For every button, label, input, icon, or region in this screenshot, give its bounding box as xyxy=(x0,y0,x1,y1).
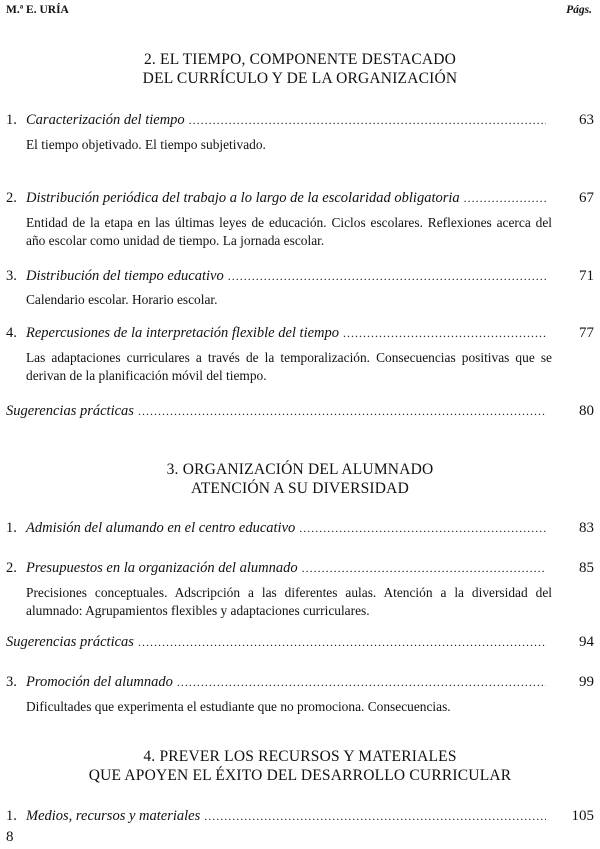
leader-dots xyxy=(299,521,546,536)
toc-entry[interactable] xyxy=(6,560,594,578)
entry-title: Sugerencias prácticas xyxy=(6,403,134,419)
entry-number: 3. xyxy=(6,268,17,284)
leader-dots xyxy=(189,113,546,128)
entry-description: Las adaptaciones curriculares a través de la temporalización. Consecuencias positivas que se derivan de la planificación móvil del tiempo. xyxy=(26,350,552,383)
entry-page: 71 xyxy=(579,268,594,284)
entry-title: Sugerencias prácticas xyxy=(6,634,134,650)
entry-description: Entidad de la etapa en las últimas leyes de educación. Ciclos escolares. Reflexiones acerca del año escolar como unidad de tiempo. La jornada escolar. xyxy=(26,215,552,248)
entry-number: 1. xyxy=(6,808,17,824)
toc-entry[interactable] xyxy=(6,674,594,692)
entry-page: 80 xyxy=(579,403,594,419)
leader-dots xyxy=(464,191,546,206)
section-title xyxy=(0,747,600,785)
entry-number: 2. xyxy=(6,560,17,576)
toc-entry[interactable] xyxy=(6,112,594,130)
entry-description: Precisiones conceptuales. Adscripción a las diferentes aulas. Atención a la diversidad del alumnado: Agrupamientos flexibles y adaptaciones curriculares. xyxy=(26,585,552,618)
toc-entry[interactable] xyxy=(6,325,594,343)
entry-title: Repercusiones de la interpretación flexible del tiempo xyxy=(26,325,340,341)
entry-title: Medios, recursos y materiales xyxy=(26,808,201,824)
section-title-line: QUE APOYEN EL ÉXITO DEL DESARROLLO CURRICULAR xyxy=(88,767,512,784)
toc-entry[interactable] xyxy=(6,190,594,208)
entry-page: 99 xyxy=(579,674,594,690)
entry-title: Admisión del alumando en el centro educativo xyxy=(26,520,296,536)
entry-title: Distribución del tiempo educativo xyxy=(26,268,224,284)
entry-page: 94 xyxy=(579,634,594,650)
leader-dots xyxy=(138,404,546,419)
author-name: M.ª E. URÍA xyxy=(6,4,69,16)
entry-description: Calendario escolar. Horario escolar. xyxy=(26,292,218,307)
section-title-line: ATENCIÓN A SU DIVERSIDAD xyxy=(191,480,409,497)
section-title-line: DEL CURRÍCULO Y DE LA ORGANIZACIÓN xyxy=(142,70,458,87)
leader-dots xyxy=(343,326,546,341)
entry-number: 1. xyxy=(6,520,17,536)
entry-title: Distribución periódica del trabajo a lo largo de la escolaridad obligatoria xyxy=(26,190,460,206)
leader-dots xyxy=(302,561,546,576)
entry-title: Presupuestos en la organización del alumnado xyxy=(26,560,298,576)
entry-page: 85 xyxy=(579,560,594,576)
section-title xyxy=(0,460,600,498)
entry-number: 1. xyxy=(6,112,17,128)
toc-entry[interactable] xyxy=(6,808,594,826)
toc-entry[interactable] xyxy=(6,268,594,286)
entry-description: Dificultades que experimenta el estudiante que no promociona. Consecuencias. xyxy=(26,699,451,714)
section-title-line: 4. PREVER LOS RECURSOS Y MATERIALES xyxy=(143,748,457,765)
entry-title: Caracterización del tiempo xyxy=(26,112,185,128)
entry-number: 2. xyxy=(6,190,17,206)
pages-column-label: Págs. xyxy=(566,4,592,16)
leader-dots xyxy=(228,269,546,284)
page-number: 8 xyxy=(6,829,14,845)
entry-page: 63 xyxy=(579,112,594,128)
entry-page: 83 xyxy=(579,520,594,536)
entry-description: El tiempo objetivado. El tiempo subjetivado. xyxy=(26,137,266,152)
entry-number: 3. xyxy=(6,674,17,690)
toc-entry[interactable] xyxy=(6,634,594,652)
leader-dots xyxy=(204,809,546,824)
entry-number: 4. xyxy=(6,325,17,341)
section-title-line: 3. ORGANIZACIÓN DEL ALUMNADO xyxy=(166,461,434,478)
section-title xyxy=(0,50,600,88)
section-title-line: 2. EL TIEMPO, COMPONENTE DESTACADO xyxy=(143,51,457,68)
toc-entry[interactable] xyxy=(6,520,594,538)
leader-dots xyxy=(138,635,546,650)
leader-dots xyxy=(177,675,546,690)
toc-entry[interactable] xyxy=(6,403,594,421)
entry-title: Promoción del alumnado xyxy=(26,674,173,690)
entry-page: 77 xyxy=(579,325,594,341)
entry-page: 67 xyxy=(579,190,594,206)
entry-page: 105 xyxy=(571,808,594,824)
